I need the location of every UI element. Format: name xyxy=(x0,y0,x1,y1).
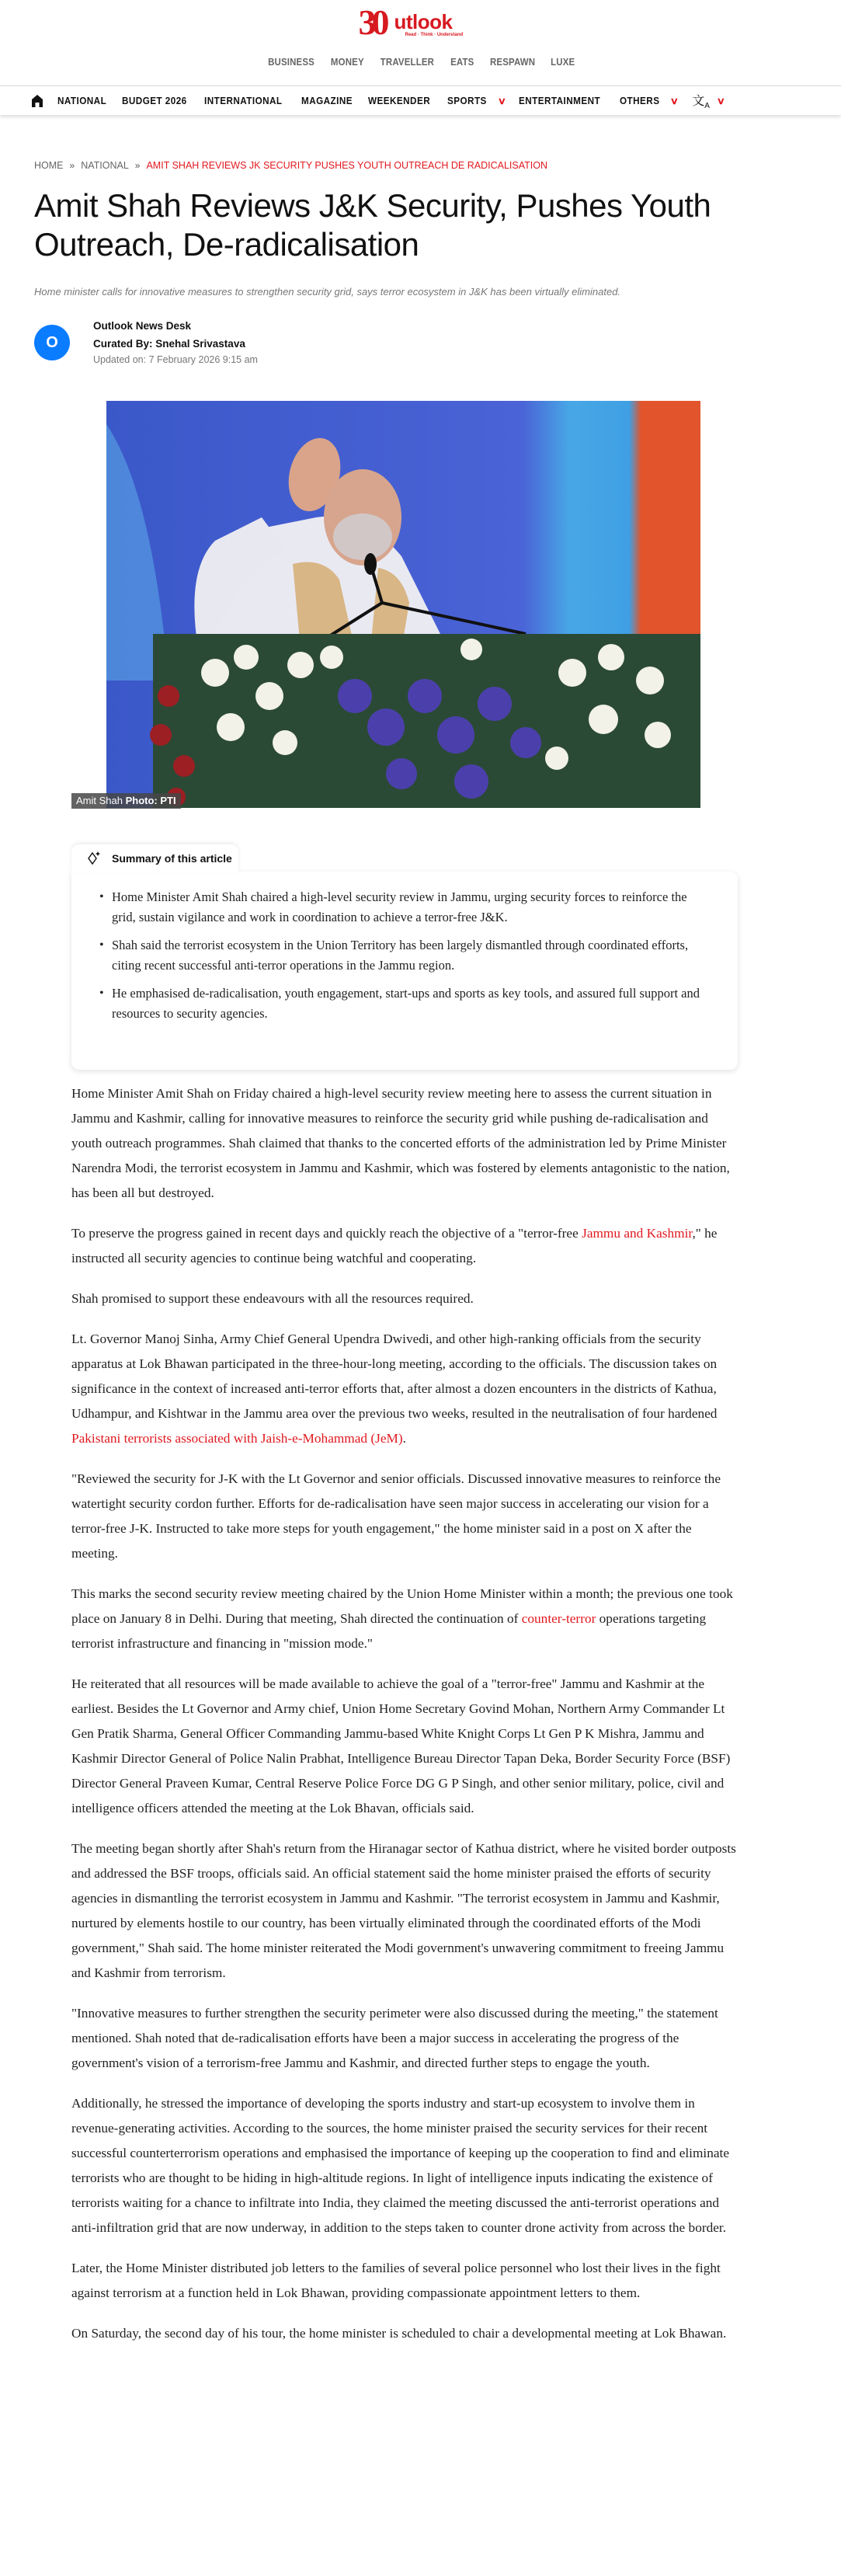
paragraph-text: . xyxy=(402,1431,406,1446)
link-pakistani-terrorists-jem[interactable]: Pakistani terrorists associated with Jaish-e-Mohammad (JeM) xyxy=(71,1431,403,1446)
paragraph-text: operations targeting terrorist infrastructure and financing in "mission mode." xyxy=(71,1611,707,1651)
paragraph: "Innovative measures to further strengthen the security perimeter were also discussed during the meeting," the statement mentioned. Shah noted that de-radicalisation efforts have been a major success in accelerating the progress of the government's vision of a terrorism-free Jammu and Kashmir, and directed further steps to engage the youth. xyxy=(71,2006,718,2070)
author-block xyxy=(34,320,258,365)
summary-heading: Summary of this article xyxy=(112,852,232,865)
paragraph: The meeting began shortly after Shah's return from the Hiranagar sector of Kathua district, where he visited border outposts and addressed the BSF troops, officials said. An official statement said the home minister praised the efforts of security agencies in dismantling the terrorist ecosystem in Jammu and Kashmir. "The terrorist ecosystem in Jammu and Kashmir, nurtured by elements hostile to our country, has been virtually eliminated through the coordinated efforts of the Modi government," Shah said. The home minister reiterated the Modi government's unwavering commitment to freeing Jammu and Kashmir from terrorism. xyxy=(71,1841,736,1980)
paragraph: On Saturday, the second day of his tour, the home minister is scheduled to chair a developmental meeting at Lok Bhawan. xyxy=(71,2326,727,2341)
link-counter-terror[interactable]: counter-terror xyxy=(521,1611,596,1626)
subnav-business[interactable]: BUSINESS xyxy=(267,56,315,68)
chevron-down-icon[interactable]: ∨ xyxy=(670,95,679,106)
nav-entertainment[interactable]: ENTERTAINMENT xyxy=(519,95,601,106)
breadcrumb-current: AMIT SHAH REVIEWS JK SECURITY PUSHES YOUTH OUTREACH DE RADICALISATION xyxy=(146,160,547,171)
breadcrumb-separator: » xyxy=(134,160,141,171)
nav-others[interactable]: OTHERS xyxy=(620,95,660,106)
sparkle-icon xyxy=(85,850,103,867)
summary-tab[interactable] xyxy=(71,844,238,872)
article-title: Amit Shah Reviews J&K Security, Pushes Youth Outreach, De-radicalisation xyxy=(34,187,711,263)
link-jammu-and-kashmir[interactable]: Jammu and Kashmir xyxy=(582,1226,693,1241)
nav-sports[interactable]: SPORTS xyxy=(447,95,488,106)
paragraph: Shah promised to support these endeavours with all the resources required. xyxy=(71,1291,474,1306)
outlook-logo[interactable] xyxy=(358,2,483,42)
paragraph: Later, the Home Minister distributed job letters to the families of several police personnel who lost their lives in the fight against terrorism at a function held in Lok Bhawan, providing compassionate appointment letters to them. xyxy=(71,2261,721,2300)
curated-by: Curated By: Snehal Srivastava xyxy=(93,338,245,350)
home-icon[interactable] xyxy=(31,94,43,108)
chevron-down-icon[interactable]: ∨ xyxy=(716,95,725,106)
paragraph: He reiterated that all resources will be made available to achieve the goal of a "terror-free" Jammu and Kashmir at the earliest. Besides the Lt Governor and Army chief, Union Home Secretary Govind Mohan, Northern Army Commander Lt Gen Pratik Sharma, General Officer Commanding Jammu-based White Knight Corps Lt Gen P K Mishra, Jammu and Kashmir Director General of Police Nalin Prabhat, Intelligence Bureau Director Tapan Deka, Border Security Force (BSF) Director General Praveen Kumar, Central Reserve Police Force DG G P Singh, and other senior military, police, civil and intelligence officers attended the meeting at the Lok Bhavan, officials said. xyxy=(71,1676,731,1815)
nav-magazine[interactable]: MAGAZINE xyxy=(301,95,353,106)
caption-name: Amit Shah xyxy=(76,795,123,806)
paragraph xyxy=(71,1221,739,1271)
summary-point: • Shah said the terrorist ecosystem in the Union Territory has been largely dismantled through coordinated efforts, citing recent successful anti-terror operations in the Jammu region. xyxy=(112,935,707,976)
author-name[interactable]: Outlook News Desk xyxy=(93,320,192,332)
paragraph-text: Lt. Governor Manoj Sinha, Army Chief General Upendra Dwivedi, and other high-ranking officials from the security apparatus at Lok Bhawan participated in the three-hour-long meeting, according to the officials. The discussion takes on significance in the context of increased anti-terror efforts that, after almost a dozen encounters in the districts of Kathua, Udhampur, and Kishtwar in the Jammu area over the previous two weeks, resulted in the neutralisation of four hardened xyxy=(71,1332,718,1421)
logo-word: utlook xyxy=(394,10,453,33)
breadcrumb-national[interactable]: NATIONAL xyxy=(81,160,129,171)
paragraph: Home Minister Amit Shah on Friday chaired a high-level security review meeting here to assess the current situation in Jammu and Kashmir, calling for innovative measures to reinforce the security grid while pushing de-radicalisation and youth outreach programmes. Shah claimed that thanks to the concerted efforts of the administration led by Prime Minister Narendra Modi, the terrorist ecosystem in Jammu and Kashmir, which was fostered by elements antagonistic to the nation, has been all but destroyed. xyxy=(71,1086,730,1200)
paragraph-text: ," he instructed all security agencies to continue being watchful and cooperating. xyxy=(71,1226,718,1265)
logo-tagline: Read · Think · Understand xyxy=(405,33,464,37)
sub-navigation xyxy=(0,56,841,68)
avatar[interactable]: O xyxy=(34,325,70,360)
article-photo xyxy=(106,401,700,808)
paragraph: "Reviewed the security for J-K with the Lt Governor and senior officials. Discussed innovative measures to reinforce the watertight security cordon further. Efforts for de-radicalisation have seen major success in accelerating our vision for a terror-free J-K. Instructed to take more steps for youth engagement," the home minister said in a post on X after the meeting. xyxy=(71,1471,721,1561)
nav-budget-2026[interactable]: BUDGET 2026 xyxy=(122,95,187,106)
updated-timestamp: Updated on: 7 February 2026 9:15 am xyxy=(93,354,258,365)
article-body xyxy=(71,1081,739,2362)
article-subtitle: Home minister calls for innovative measures to strengthen security grid, says terror ecosystem in J&K has been virtually eliminated. xyxy=(34,286,621,298)
subnav-respawn[interactable]: RESPAWN xyxy=(489,56,535,68)
paragraph xyxy=(71,1582,739,1656)
photo-caption xyxy=(71,793,181,809)
breadcrumb-home[interactable]: HOME xyxy=(34,160,64,171)
subnav-eats[interactable]: EATS xyxy=(450,56,474,68)
chevron-down-icon[interactable]: ∨ xyxy=(497,95,506,106)
summary-box xyxy=(71,872,738,1070)
paragraph xyxy=(71,1327,739,1451)
translate-icon[interactable]: 文$_A$ xyxy=(692,94,710,111)
summary-point: • He emphasised de-radicalisation, youth engagement, start-ups and sports as key tools, and assured full support and resources to security agencies. xyxy=(112,983,707,1024)
subnav-luxe[interactable]: LUXE xyxy=(551,56,575,68)
subnav-traveller[interactable]: TRAVELLER xyxy=(381,56,435,68)
nav-weekender[interactable]: WEEKENDER xyxy=(368,95,431,106)
paragraph-text: To preserve the progress gained in recent days and quickly reach the objective of a "terror-free xyxy=(71,1226,582,1241)
subnav-money[interactable]: MONEY xyxy=(330,56,364,68)
breadcrumb xyxy=(34,160,547,171)
paragraph-text: This marks the second security review meeting chaired by the Union Home Minister within a month; the previous one took place on January 8 in Delhi. During that meeting, Shah directed the continuation of xyxy=(71,1586,733,1626)
author-meta xyxy=(93,320,258,365)
logo-number: 30 xyxy=(358,2,385,42)
nav-national[interactable]: NATIONAL xyxy=(57,95,107,106)
header-logo-wrap xyxy=(0,2,841,42)
breadcrumb-separator: » xyxy=(69,160,75,171)
summary-list xyxy=(112,887,707,1024)
paragraph: Additionally, he stressed the importance of developing the sports industry and start-up ecosystem to involve them in revenue-generating activities. According to the sources, the home minister praised the security services for their recent successful counterterrorism operations and emphasised the importance of keeping up the cooperation to find and eliminate terrorists who are thought to be hiding in high-altitude regions. In light of intelligence inputs indicating the existence of terrorists waiting for a chance to infiltrate into India, they claimed the meeting discussed the anti-terrorist operations and anti-infiltration grid that are now underway, in addition to the steps taken to counter drone activity from across the border. xyxy=(71,2096,729,2235)
summary-point: • Home Minister Amit Shah chaired a high-level security review in Jammu, urging security forces to reinforce the grid, sustain vigilance and work in coordination to achieve a terror-free J&K. xyxy=(112,887,707,928)
photo-illustration xyxy=(106,401,700,808)
caption-credit: Photo: PTI xyxy=(125,795,176,806)
main-navigation xyxy=(0,85,841,115)
nav-international[interactable]: INTERNATIONAL xyxy=(204,95,283,106)
